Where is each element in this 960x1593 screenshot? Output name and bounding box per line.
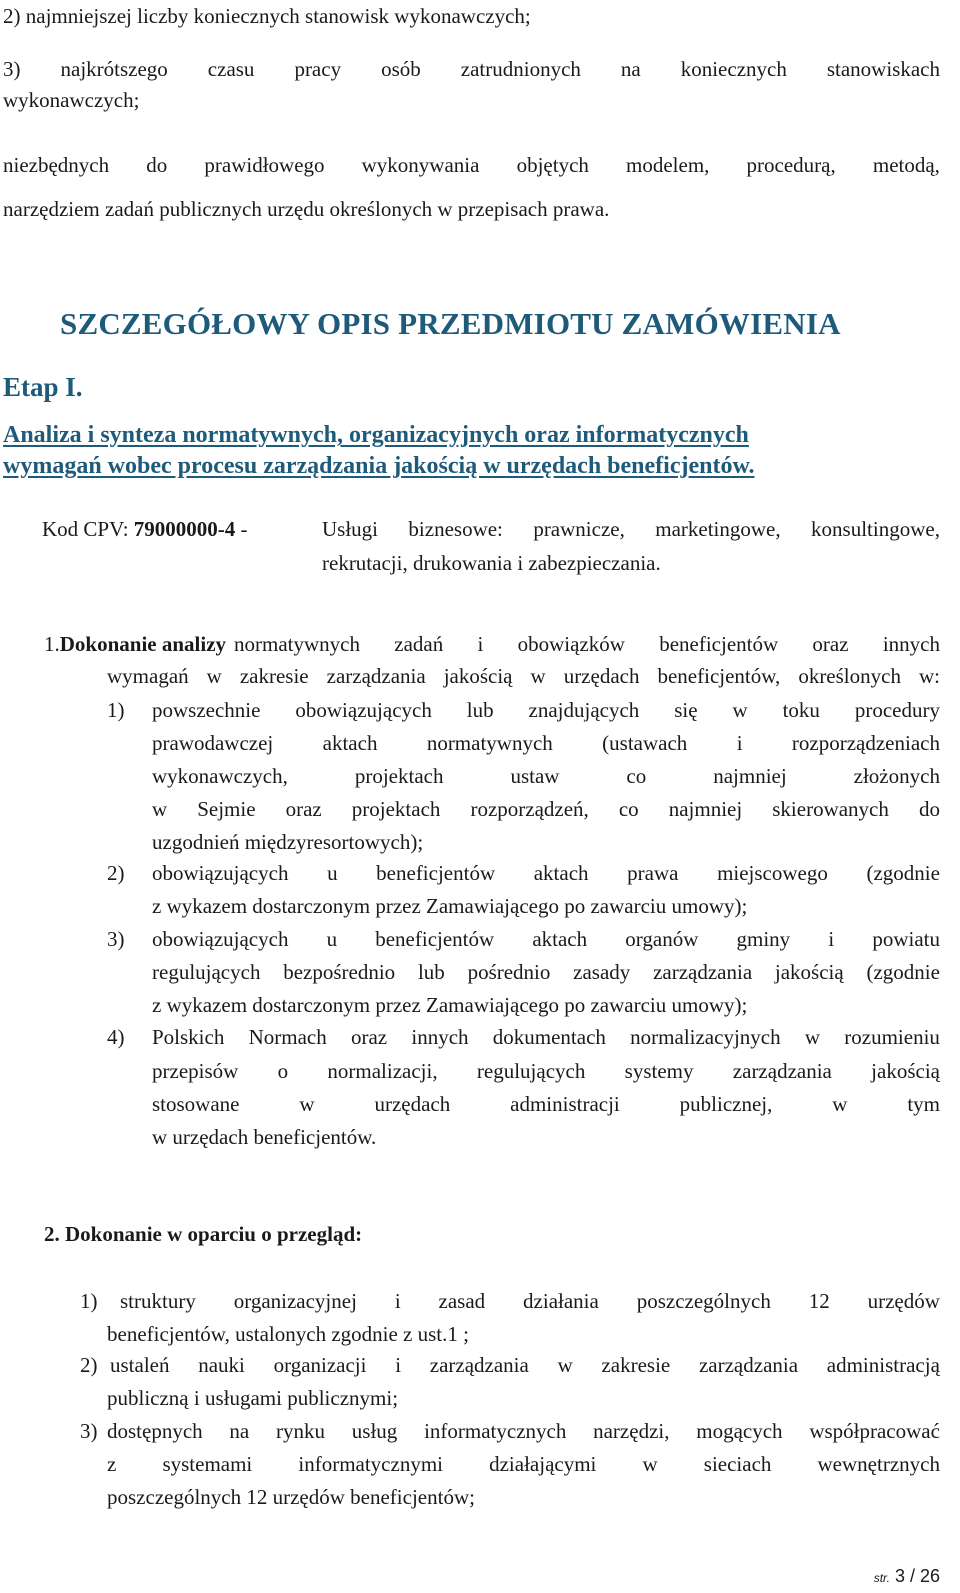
section-2-item-1-line1: struktury organizacyjnej i zasad działania poszczególnych 12 urzędów: [120, 1289, 940, 1313]
section-2-item-3-line3: poszczególnych 12 urzędów beneficjentów;: [107, 1485, 475, 1509]
cpv-desc-line1-text: Usługi biznesowe: prawnicze, marketingowe, konsultingowe,: [322, 517, 940, 541]
cpv-dash: -: [235, 517, 248, 541]
section-1-item-2-line2: z wykazem dostarczonym przez Zamawiającego po zawarciu umowy);: [152, 894, 748, 918]
section-1-item-3-line1: obowiązujących u beneficjentów aktach organów gminy i powiatu: [152, 927, 940, 951]
cpv-label: Kod CPV:: [42, 517, 134, 541]
section-1-item-1-line4: w Sejmie oraz projektach rozporządzeń, co najmniej skierowanych do: [152, 797, 940, 821]
section-1-item-4-line4: w urzędach beneficjentów.: [152, 1125, 377, 1149]
section-1-item-3-line2: regulujących bezpośrednio lub pośrednio zasady zarządzania jakością (zgodnie: [152, 960, 940, 984]
cpv-code: 79000000-4: [133, 517, 236, 541]
section-1-line2: wymagań w zakresie zarządzania jakością w urzędach beneficjentów, określonych w:: [107, 664, 940, 688]
section-2-item-2-line1: ustaleń nauki organizacji i zarządzania w zakresie zarządzania administracją: [110, 1353, 940, 1377]
section-1-item-3-line3: z wykazem dostarczonym przez Zamawiającego po zawarciu umowy);: [152, 993, 748, 1017]
section-1-item-2-num: 2): [107, 861, 125, 885]
intro-item-2: 2) najmniejszej liczby koniecznych stanowisk wykonawczych;: [3, 4, 531, 28]
section-1-item-1-num: 1): [107, 698, 125, 722]
section-1-item-4-line2: przepisów o normalizacji, regulujących systemy zarządzania jakością: [152, 1059, 940, 1083]
page-number: [874, 1566, 940, 1587]
section-1-line1: [44, 631, 940, 657]
section-2-item-2-num: 2): [80, 1353, 98, 1377]
stage-subtitle-line1-text: Analiza i synteza normatywnych, organizacyjnych oraz informatycznych: [3, 422, 749, 448]
section-2-item-3-num: 3): [80, 1419, 98, 1443]
section-1-item-1-line1: powszechnie obowiązujących lub znajdujących się w toku procedury: [152, 698, 940, 722]
section-1-item-1-line2: prawodawczej aktach normatywnych (ustawach i rozporządzeniach: [152, 731, 940, 755]
section-1-item-3-num: 3): [107, 927, 125, 951]
section-2-item-3-line1: dostępnych na rynku usług informatycznych narzędzi, mogących współpracować: [107, 1419, 940, 1443]
page-number-value: 3 / 26: [894, 1566, 940, 1586]
section-1-lead: Dokonanie analizy: [59, 632, 227, 656]
section-1-item-4-num: 4): [107, 1025, 125, 1049]
section-2-item-1-line2: beneficjentów, ustalonych zgodnie z ust.1 ;: [107, 1322, 469, 1346]
section-2-item-3-line2: z systemami informatycznymi działającymi w sieciach wewnętrznych: [107, 1452, 940, 1476]
stage-subtitle-line1: [3, 422, 940, 449]
section-2-item-1-num: 1): [80, 1289, 98, 1313]
intro-tail-line1: niezbędnych do prawidłowego wykonywania objętych modelem, procedurą, metodą,: [3, 153, 940, 177]
intro-item-3-line1: 3) najkrótszego czasu pracy osób zatrudnionych na koniecznych stanowiskach: [3, 57, 940, 81]
intro-item-3-line2: wykonawczych;: [3, 88, 140, 112]
stage-subtitle-line2: wymagań wobec procesu zarządzania jakością w urzędach beneficjentów.: [3, 453, 755, 479]
section-2-heading: 2. Dokonanie w oparciu o przegląd:: [44, 1222, 363, 1246]
section-1-item-1-line3: wykonawczych, projektach ustaw co najmniej złożonych: [152, 764, 940, 788]
page-number-label: str.: [873, 1571, 890, 1585]
section-1-item-4-line3: stosowane w urzędach administracji publicznej, w tym: [152, 1092, 940, 1116]
section-1-line1-rest: normatywnych zadań i obowiązków beneficjentów oraz innych: [234, 632, 940, 656]
cpv-desc-line1: [322, 517, 940, 542]
section-1-number: 1.: [44, 632, 60, 656]
stage-label: Etap I.: [3, 372, 83, 402]
section-1-item-4-line1: Polskich Normach oraz innych dokumentach normalizacyjnych w rozumieniu: [152, 1025, 940, 1049]
cpv-code-row: [42, 517, 248, 542]
section-1-item-2-line1: obowiązujących u beneficjentów aktach prawa miejscowego (zgodnie: [152, 861, 940, 885]
intro-tail-line2: narzędziem zadań publicznych urzędu określonych w przepisach prawa.: [3, 197, 610, 221]
section-2-item-2-line2: publiczną i usługami publicznymi;: [107, 1386, 399, 1410]
cpv-desc-line2: rekrutacji, drukowania i zabezpieczania.: [322, 551, 661, 575]
section-1-item-1-line5: uzgodnień międzyresortowych);: [152, 830, 424, 854]
document-title: SZCZEGÓŁOWY OPIS PRZEDMIOTU ZAMÓWIENIA: [60, 306, 841, 341]
